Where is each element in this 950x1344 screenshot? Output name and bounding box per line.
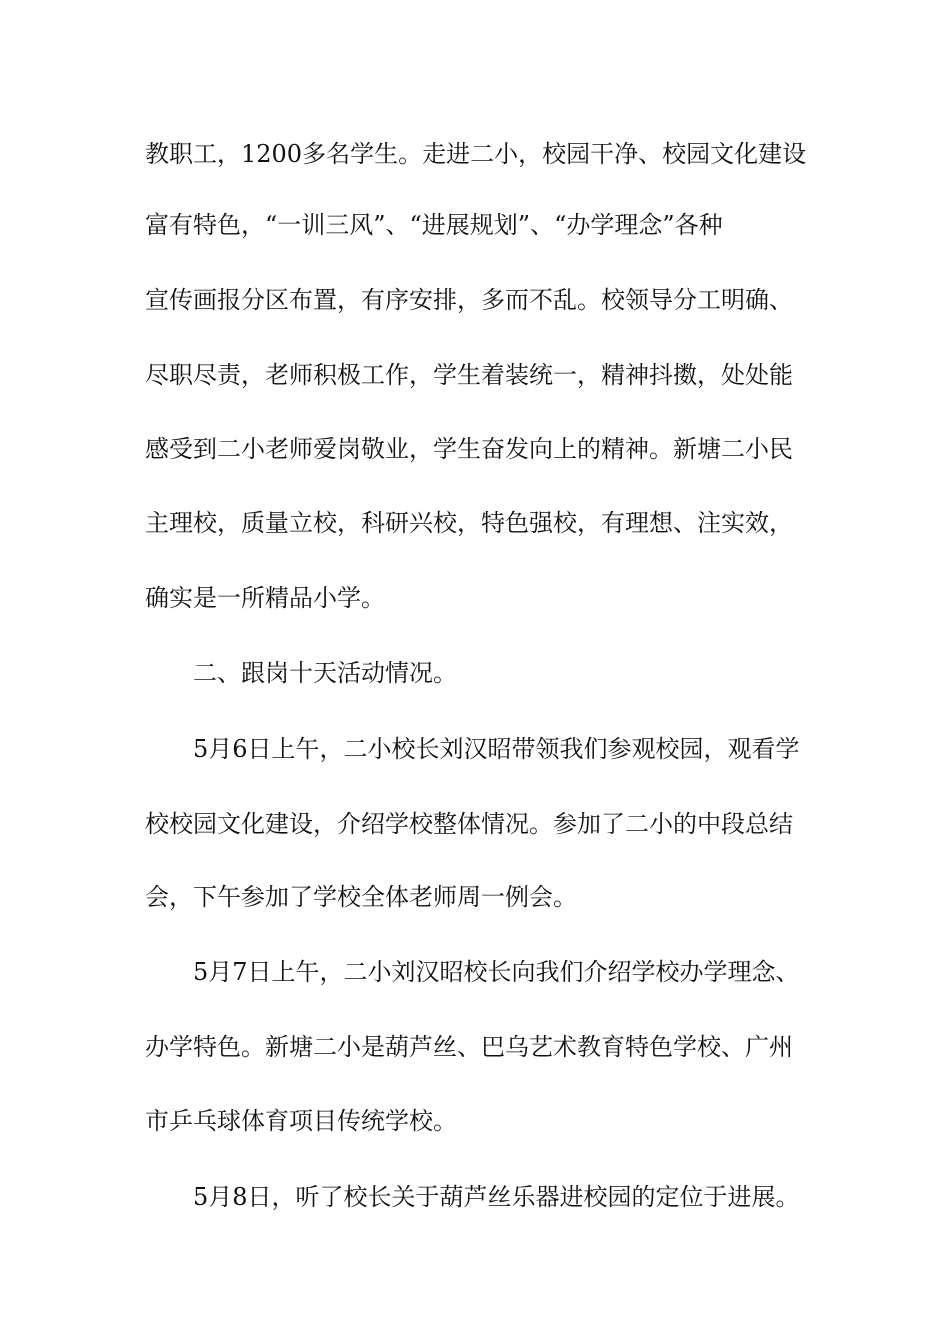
text-line: 5月8日，听了校长关于葫芦丝乐器进校园的定位于进展。 [193, 1183, 800, 1211]
text-line: 市乒乓球体育项目传统学校。 [145, 1107, 457, 1135]
text-line: 确实是一所精品小学。 [145, 584, 385, 612]
text-line: 教职工，1200多名学生。走进二小，校园干净、校园文化建设 [145, 140, 807, 168]
text-line: 校校园文化建设，介绍学校整体情况。参加了二小的中段总结 [145, 810, 793, 838]
text-line: 5月7日上午，二小刘汉昭校长向我们介绍学校办学理念、 [193, 958, 800, 986]
text-line: 办学特色。新塘二小是葫芦丝、巴乌艺术教育特色学校、广州 [145, 1033, 793, 1061]
text-line: 感受到二小老师爱岗敬业，学生奋发向上的精神。新塘二小民 [145, 435, 793, 463]
section-heading: 二、跟岗十天活动情况。 [193, 659, 457, 687]
text-line: 主理校，质量立校，科研兴校，特色强校，有理想、注实效， [145, 509, 793, 537]
text-line: 尽职尽责，老师积极工作，学生着装统一，精神抖擞，处处能 [145, 361, 793, 389]
text-line: 富有特色，“一训三风”、“进展规划”、“办学理念”各种 [145, 211, 723, 239]
text-line: 5月6日上午，二小校长刘汉昭带领我们参观校园，观看学 [193, 735, 800, 763]
text-line: 会，下午参加了学校全体老师周一例会。 [145, 883, 577, 911]
text-line: 宣传画报分区布置，有序安排，多而不乱。校领导分工明确、 [145, 286, 793, 314]
